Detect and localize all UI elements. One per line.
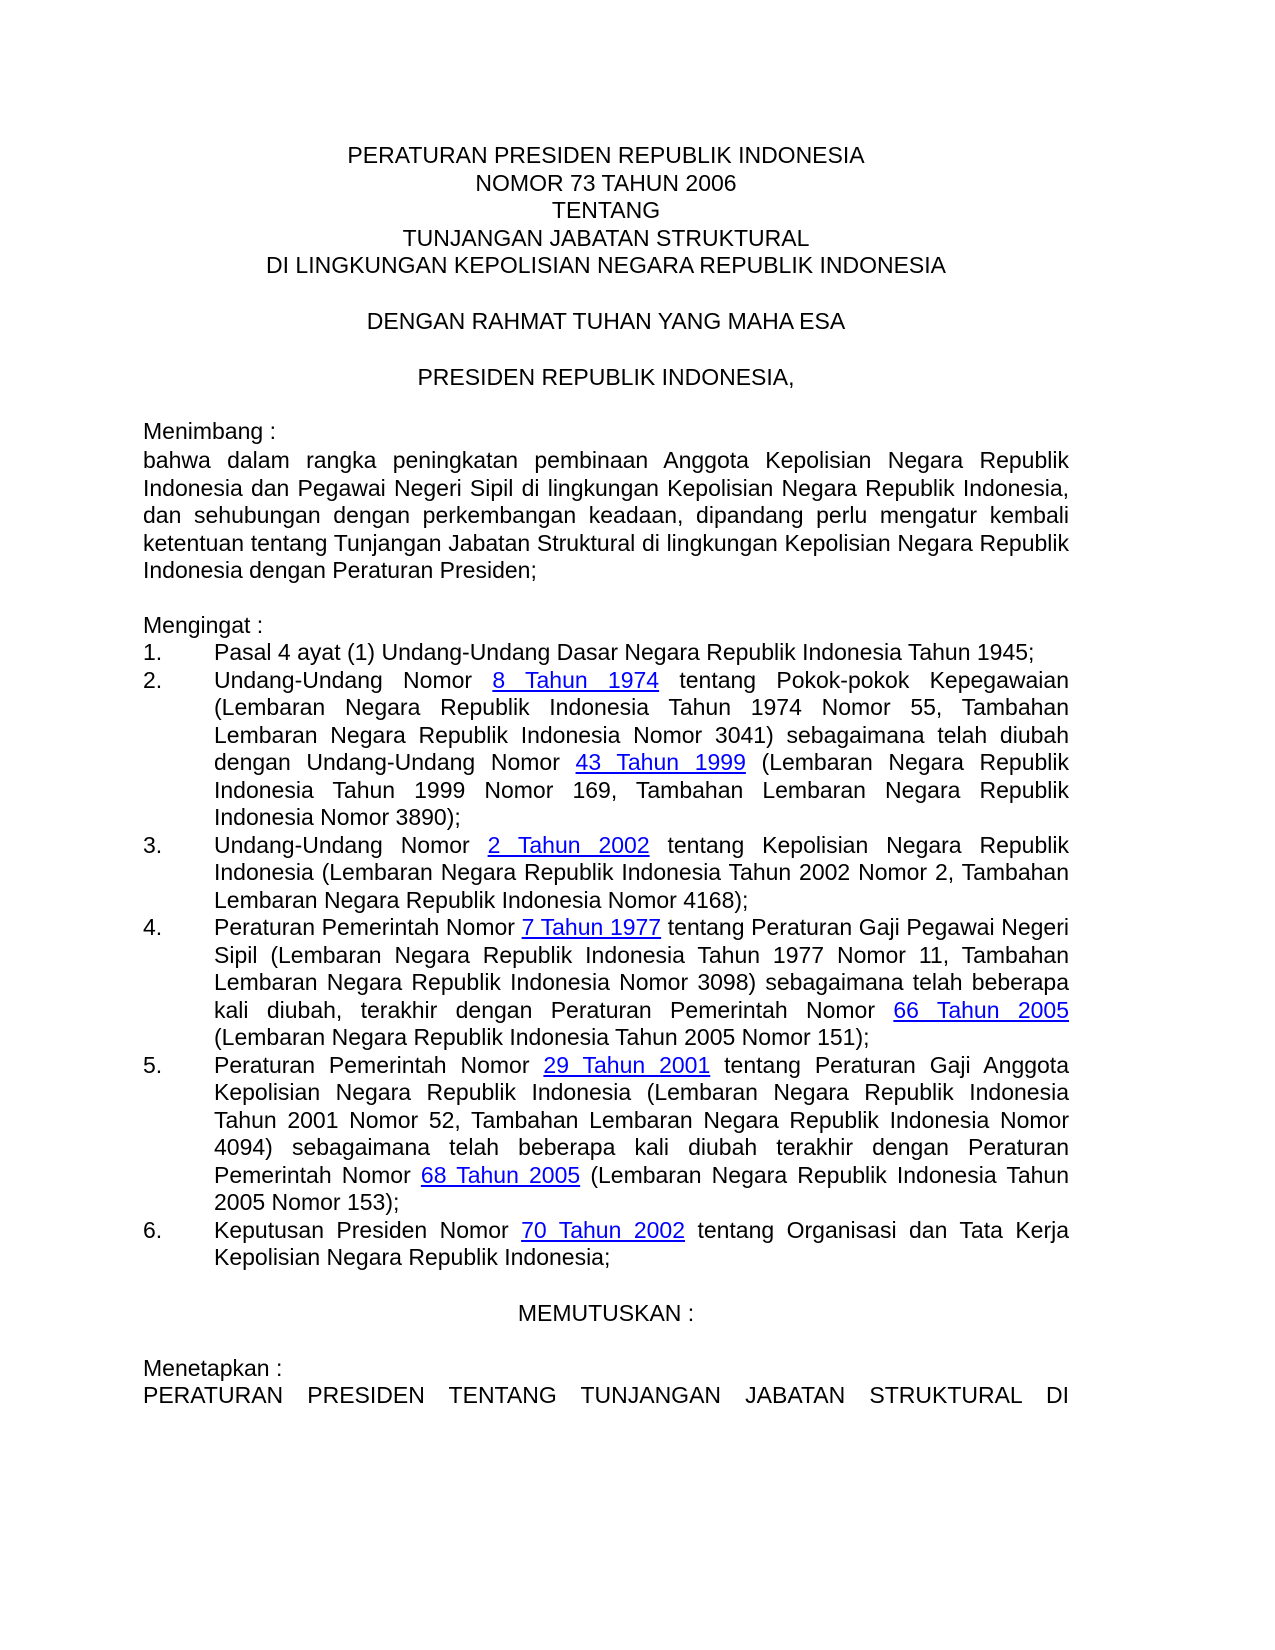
list-item	[143, 639, 1069, 667]
text-segment: Undang-Undang Nomor	[214, 666, 493, 693]
text-segment: (Lembaran Negara Republik Indonesia Tahun 2005 Nomor 151);	[214, 1024, 870, 1050]
mengingat-label: Mengingat :	[143, 612, 264, 638]
list-item-text	[214, 832, 1069, 915]
text-segment: (Lembaran Negara Republik Indonesia Tahun 1999 Nomor 169, Tambahan Lembaran Negara Republik Indonesia Nomor 3890);	[214, 749, 1070, 830]
president-heading: PRESIDEN REPUBLIK INDONESIA,	[417, 364, 795, 390]
list-item	[143, 832, 1069, 915]
list-item	[143, 1052, 1069, 1217]
list-item-number: 1.	[143, 639, 163, 665]
list-item-number: 5.	[143, 1051, 163, 1078]
text-segment: Keputusan Presiden Nomor	[214, 1216, 522, 1243]
title-line: TENTANG	[551, 197, 661, 223]
title-line: DI LINGKUNGAN KEPOLISIAN NEGARA REPUBLIK INDONESIA	[266, 252, 946, 278]
regulation-link[interactable]: 70 Tahun 2002	[521, 1216, 685, 1243]
text-segment: tentang Peraturan Gaji Anggota Kepolisian Negara Republik Indonesia (Lembaran Negara Republik Indonesia Tahun 2001 Nomor 52, Tambahan Lembaran Negara Republik Indonesia Nomor 4094) sebagaimana telah beberapa kali diubah terakhir dengan Peraturan Pemerintah Nomor	[214, 1051, 1069, 1188]
text-segment: Peraturan Pemerintah Nomor	[214, 1051, 544, 1078]
list-item-text	[214, 639, 1069, 667]
list-item	[143, 914, 1069, 1052]
mengingat-list	[143, 639, 1069, 1272]
list-item	[143, 667, 1069, 832]
list-item-number: 6.	[143, 1216, 163, 1243]
memutuskan-heading: MEMUTUSKAN :	[517, 1300, 695, 1326]
title-line: TUNJANGAN JABATAN STRUKTURAL	[402, 224, 810, 251]
text-segment: Pasal 4 ayat (1) Undang-Undang Dasar Negara Republik Indonesia Tahun 1945;	[214, 639, 1035, 665]
menetapkan-label: Menetapkan :	[143, 1355, 283, 1381]
title-line: NOMOR 73 TAHUN 2006	[475, 169, 737, 196]
regulation-link[interactable]: 2 Tahun 2002	[487, 831, 650, 858]
text-segment: Undang-Undang Nomor	[214, 831, 488, 858]
regulation-link[interactable]: 8 Tahun 1974	[492, 666, 660, 693]
regulation-link[interactable]: 7 Tahun 1977	[521, 914, 662, 940]
text-segment: tentang Kepolisian Negara Republik Indonesia (Lembaran Negara Republik Indonesia Tahun 2002 Nomor 2, Tambahan Lembaran Negara Republik Indonesia Nomor 4168);	[214, 831, 1069, 913]
list-item-text	[214, 1052, 1069, 1217]
text-segment: Peraturan Pemerintah Nomor	[214, 914, 522, 940]
text-segment: tentang Organisasi dan Tata Kerja Kepolisian Negara Republik Indonesia;	[214, 1216, 1070, 1270]
list-item-number: 3.	[143, 831, 163, 858]
menetapkan-text: PERATURAN PRESIDEN TENTANG TUNJANGAN JABATAN STRUKTURAL DI	[143, 1382, 1069, 1408]
text-segment: (Lembaran Negara Republik Indonesia Tahun 2005 Nomor 153);	[214, 1161, 1070, 1215]
list-item-number: 4.	[143, 914, 163, 940]
menimbang-label: Menimbang :	[143, 418, 276, 444]
list-item	[143, 1217, 1069, 1272]
regulation-link[interactable]: 29 Tahun 2001	[543, 1051, 711, 1078]
list-item-text	[214, 1217, 1069, 1272]
title-line: PERATURAN PRESIDEN REPUBLIK INDONESIA	[347, 142, 865, 168]
regulation-link[interactable]: 68 Tahun 2005	[420, 1161, 581, 1188]
list-item-number: 2.	[143, 666, 163, 693]
text-segment: tentang Pokok-pokok Kepegawaian (Lembaran Negara Republik Indonesia Tahun 1974 Nomor 55, Tambahan Lembaran Negara Republik Indonesia Nomor 3041) sebagaimana telah diubah dengan Undang-Undang Nomor	[214, 666, 1069, 775]
text-segment: tentang Peraturan Gaji Pegawai Negeri Sipil (Lembaran Negara Republik Indonesia Tahun 1977 Nomor 11, Tambahan Lembaran Negara Republik Indonesia Nomor 3098) sebagaimana telah beberapa kali diubah, terakhir dengan Peraturan Pemerintah Nomor	[214, 914, 1069, 1023]
document-title	[143, 142, 1069, 280]
list-item-text	[214, 667, 1069, 832]
regulation-link[interactable]: 43 Tahun 1999	[575, 749, 746, 775]
list-item-text	[214, 914, 1069, 1052]
regulation-link[interactable]: 66 Tahun 2005	[893, 996, 1069, 1023]
menimbang-text: bahwa dalam rangka peningkatan pembinaan Anggota Kepolisian Negara Republik Indonesia dan Pegawai Negeri Sipil di lingkungan Kepolisian Negara Republik Indonesia, dan sehubungan dengan perkembangan keadaan, dipandang perlu mengatur kembali ketentuan tentang Tunjangan Jabatan Struktural di lingkungan Kepolisian Negara Republik Indonesia dengan Peraturan Presiden;	[143, 447, 1069, 583]
invocation: DENGAN RAHMAT TUHAN YANG MAHA ESA	[366, 308, 846, 334]
